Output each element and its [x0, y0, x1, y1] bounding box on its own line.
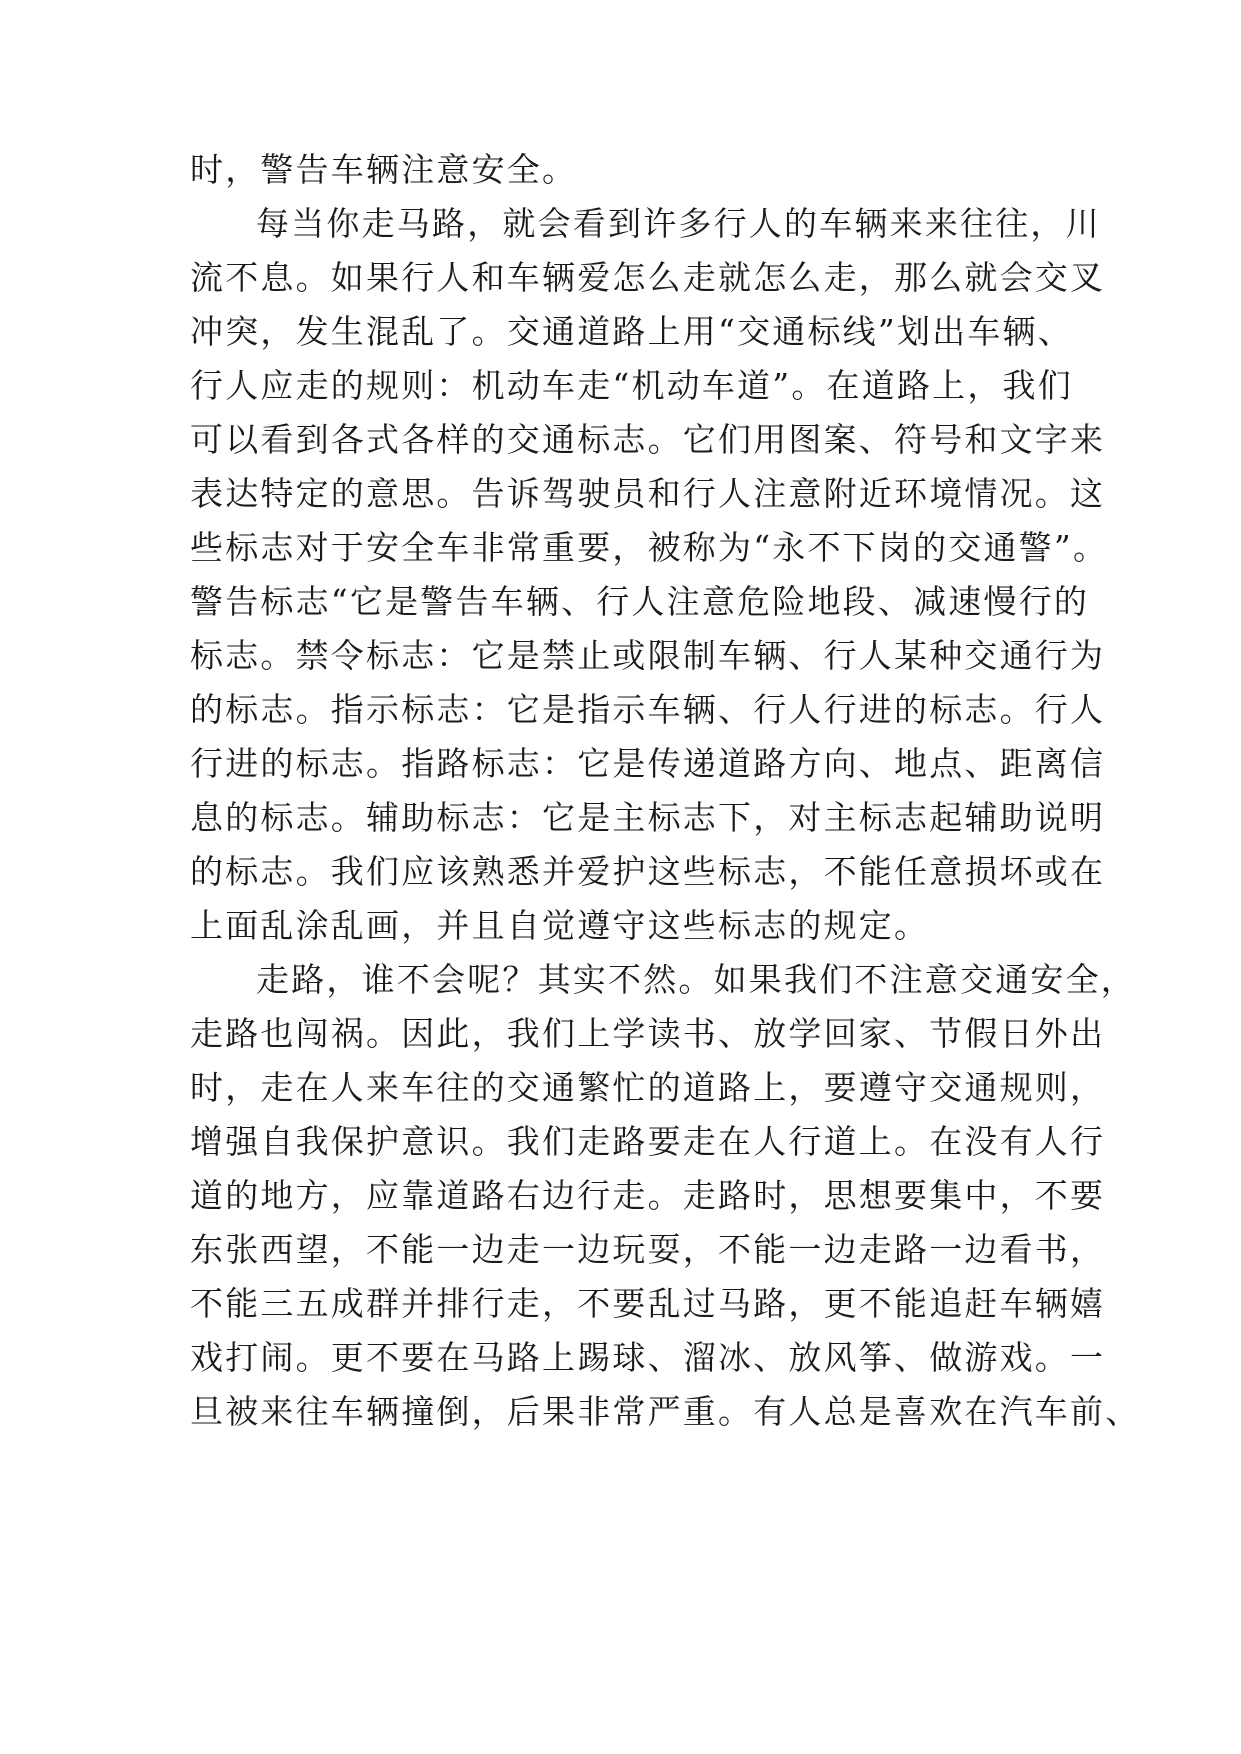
text-line: 走路，谁不会呢？其实不然。如果我们不注意交通安全， — [256, 960, 1136, 999]
text-line: 些标志对于安全车非常重要，被称为“永不下岗的交通警”。 — [190, 528, 1109, 567]
text-line: 表达特定的意思。告诉驾驶员和行人注意附近环境情况。这 — [190, 474, 1106, 513]
text-line: 行人应走的规则：机动车走“机动车道”。在道路上，我们 — [190, 366, 1073, 405]
text-line: 戏打闹。更不要在马路上踢球、溜冰、放风筝、做游戏。一 — [190, 1338, 1106, 1377]
text-line: 不能三五成群并排行走，不要乱过马路，更不能追赶车辆嬉 — [190, 1284, 1106, 1323]
text-line: 息的标志。辅助标志：它是主标志下，对主标志起辅助说明 — [190, 798, 1106, 837]
text-line: 走路也闯祸。因此，我们上学读书、放学回家、节假日外出 — [190, 1014, 1106, 1053]
text-line: 时，警告车辆注意安全。 — [190, 150, 578, 189]
text-line: 行进的标志。指路标志：它是传递道路方向、地点、距离信 — [190, 744, 1106, 783]
text-line: 流不息。如果行人和车辆爱怎么走就怎么走，那么就会交叉 — [190, 258, 1106, 297]
text-line: 警告标志“它是警告车辆、行人注意危险地段、减速慢行的 — [190, 582, 1090, 621]
text-line: 东张西望，不能一边走一边玩耍，不能一边走路一边看书， — [190, 1230, 1106, 1269]
text-line: 增强自我保护意识。我们走路要走在人行道上。在没有人行 — [190, 1122, 1106, 1161]
text-line: 冲突，发生混乱了。交通道路上用“交通标线”划出车辆、 — [190, 312, 1073, 351]
text-line: 上面乱涂乱画，并且自觉遵守这些标志的规定。 — [190, 906, 930, 945]
text-line: 可以看到各式各样的交通标志。它们用图案、符号和文字来 — [190, 420, 1106, 459]
text-line: 标志。禁令标志：它是禁止或限制车辆、行人某种交通行为 — [190, 636, 1106, 675]
text-line: 旦被来往车辆撞倒，后果非常严重。有人总是喜欢在汽车前、 — [190, 1392, 1141, 1431]
text-line: 的标志。我们应该熟悉并爱护这些标志，不能任意损坏或在 — [190, 852, 1106, 891]
text-line: 每当你走马路，就会看到许多行人的车辆来来往往，川 — [256, 204, 1101, 243]
text-line: 的标志。指示标志：它是指示车辆、行人行进的标志。行人 — [190, 690, 1106, 729]
text-line: 道的地方，应靠道路右边行走。走路时，思想要集中，不要 — [190, 1176, 1106, 1215]
text-line: 时，走在人来车往的交通繁忙的道路上，要遵守交通规则， — [190, 1068, 1106, 1107]
